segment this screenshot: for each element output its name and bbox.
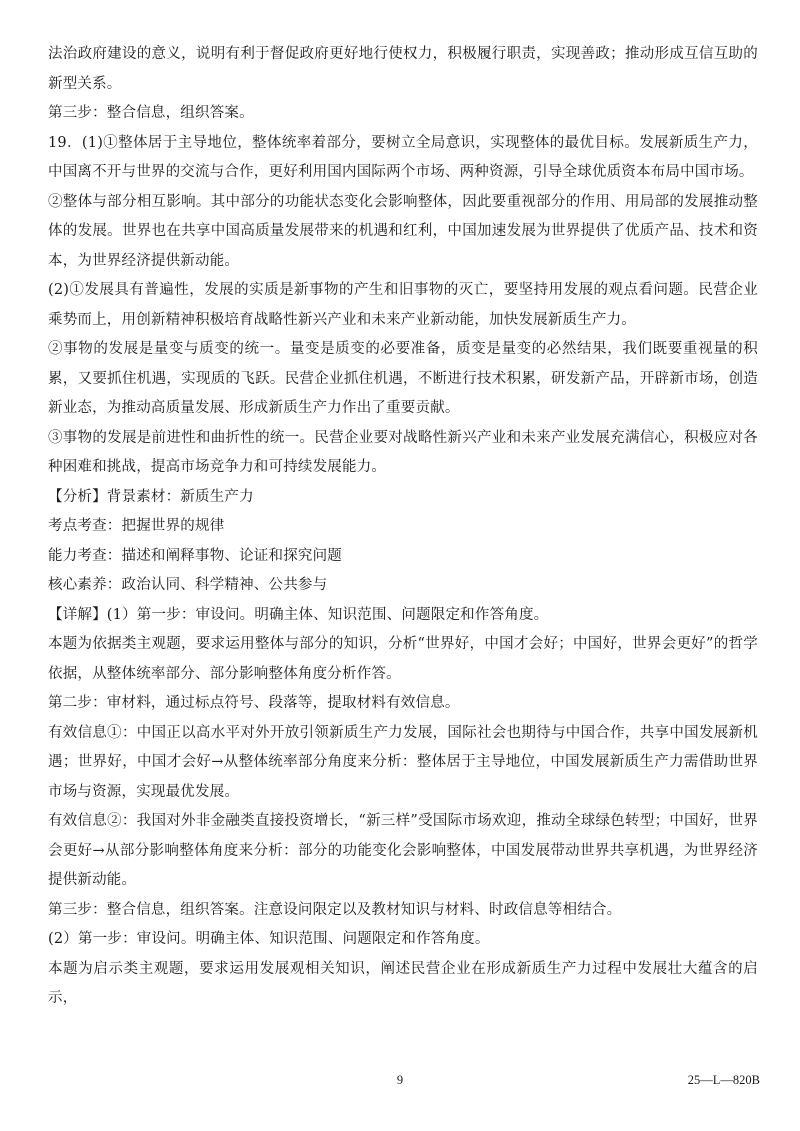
document-body — [48, 40, 758, 1014]
paragraph-17: 第三步：整合信息，组织答案。注意设问限定以及教材知识与材料、时政信息等相结合。 — [48, 901, 622, 918]
paragraph-7: ③事物的发展是前进性和曲折性的统一。民营企业要对战略性新兴产业和未来产业发展充满信心，积极应对各种困难和挑战，提高市场竞争力和可持续发展能力。 — [48, 429, 758, 475]
doc-code: 25—L—820B — [687, 1073, 760, 1087]
page-number: 9 — [396, 1073, 404, 1087]
paragraph-15: 有效信息①：中国正以高水平对外开放引领新质生产力发展，国际社会也期待与中国合作，共享中国发展新机遇；世界好，中国才会好→从整体统率部分角度来分析：整体居于主导地位，中国发展新质生产力需借助世界市场与资源，实现最优发展。 — [48, 724, 758, 800]
exam-point: 考点考查：把握世界的规律 — [48, 518, 225, 534]
paragraph-13: 本题为依据类主观题，要求运用整体与部分的知识，分析“世界好，中国才会好；中国好，世界会更好”的哲学依据，从整体统率部分、部分影响整体角度分析作答。 — [48, 636, 758, 682]
ability-point: 能力考查：描述和阐释事物、论证和探究问题 — [48, 547, 342, 564]
paragraph-2: 第三步：整合信息，组织答案。 — [48, 105, 254, 121]
paragraph-16: 有效信息②：我国对外非金融类直接投资增长，“新三样”受国际市场欢迎，推动全球绿色转型；中国好，世界会更好→从部分影响整体角度来分析：部分的功能变化会影响整体，中国发展带动世界共享机遇，为世界经济提供新动能。 — [48, 813, 758, 888]
paragraph-18: (2）第一步：审设问。明确主体、知识范围、问题限定和作答角度。 — [48, 931, 490, 947]
detail-heading: 【详解】(1）第一步：审设问。明确主体、知识范围、问题限定和作答角度。 — [48, 606, 549, 623]
paragraph-14: 第二步：审材料，通过标点符号、段落等，提取材料有效信息。 — [48, 695, 460, 711]
paragraph-19: 本题为启示类主观题，要求运用发展观相关知识，阐述民营企业在形成新质生产力过程中发展壮大蕴含的启示， — [48, 960, 758, 1006]
core-literacy: 核心素养：政治认同、科学精神、公共参与 — [48, 577, 328, 593]
paragraph-6: ②事物的发展是量变与质变的统一。量变是质变的必要准备，质变是量变的必然结果，我们既要重视量的积累，又要抓住机遇，实现质的飞跃。民营企业抓住机遇，不断进行技术积累，研发新产品，开辟新市场，创造新业态，为推动高质量发展、形成新质生产力作出了重要贡献。 — [48, 341, 758, 416]
paragraph-5: (2)①发展具有普遍性，发展的实质是新事物的产生和旧事物的灭亡，要坚持用发展的观点看问题。民营企业乘势而上，用创新精神积极培育战略性新兴产业和未来产业新动能，加快发展新质生产力。 — [48, 282, 758, 328]
paragraph-4: ②整体与部分相互影响。其中部分的功能状态变化会影响整体，因此要重视部分的作用、用局部的发展推动整体的发展。世界也在共享中国高质量发展带来的机遇和红利，中国加速发展为世界提供了优质产品、技术和资本，为世界经济提供新动能。 — [48, 193, 758, 269]
paragraph-1: 法治政府建设的意义，说明有利于督促政府更好地行使权力，积极履行职责，实现善政；推动形成互信互助的新型关系。 — [48, 46, 758, 92]
paragraph-3: 19．(1)①整体居于主导地位，整体统率着部分，要树立全局意识，实现整体的最优目标。发展新质生产力，中国离不开与世界的交流与合作，更好利用国内国际两个市场、两种资源，引导全球优质资本布局中国市场。 — [48, 134, 758, 180]
analysis-heading: 【分析】背景素材：新质生产力 — [48, 488, 254, 505]
